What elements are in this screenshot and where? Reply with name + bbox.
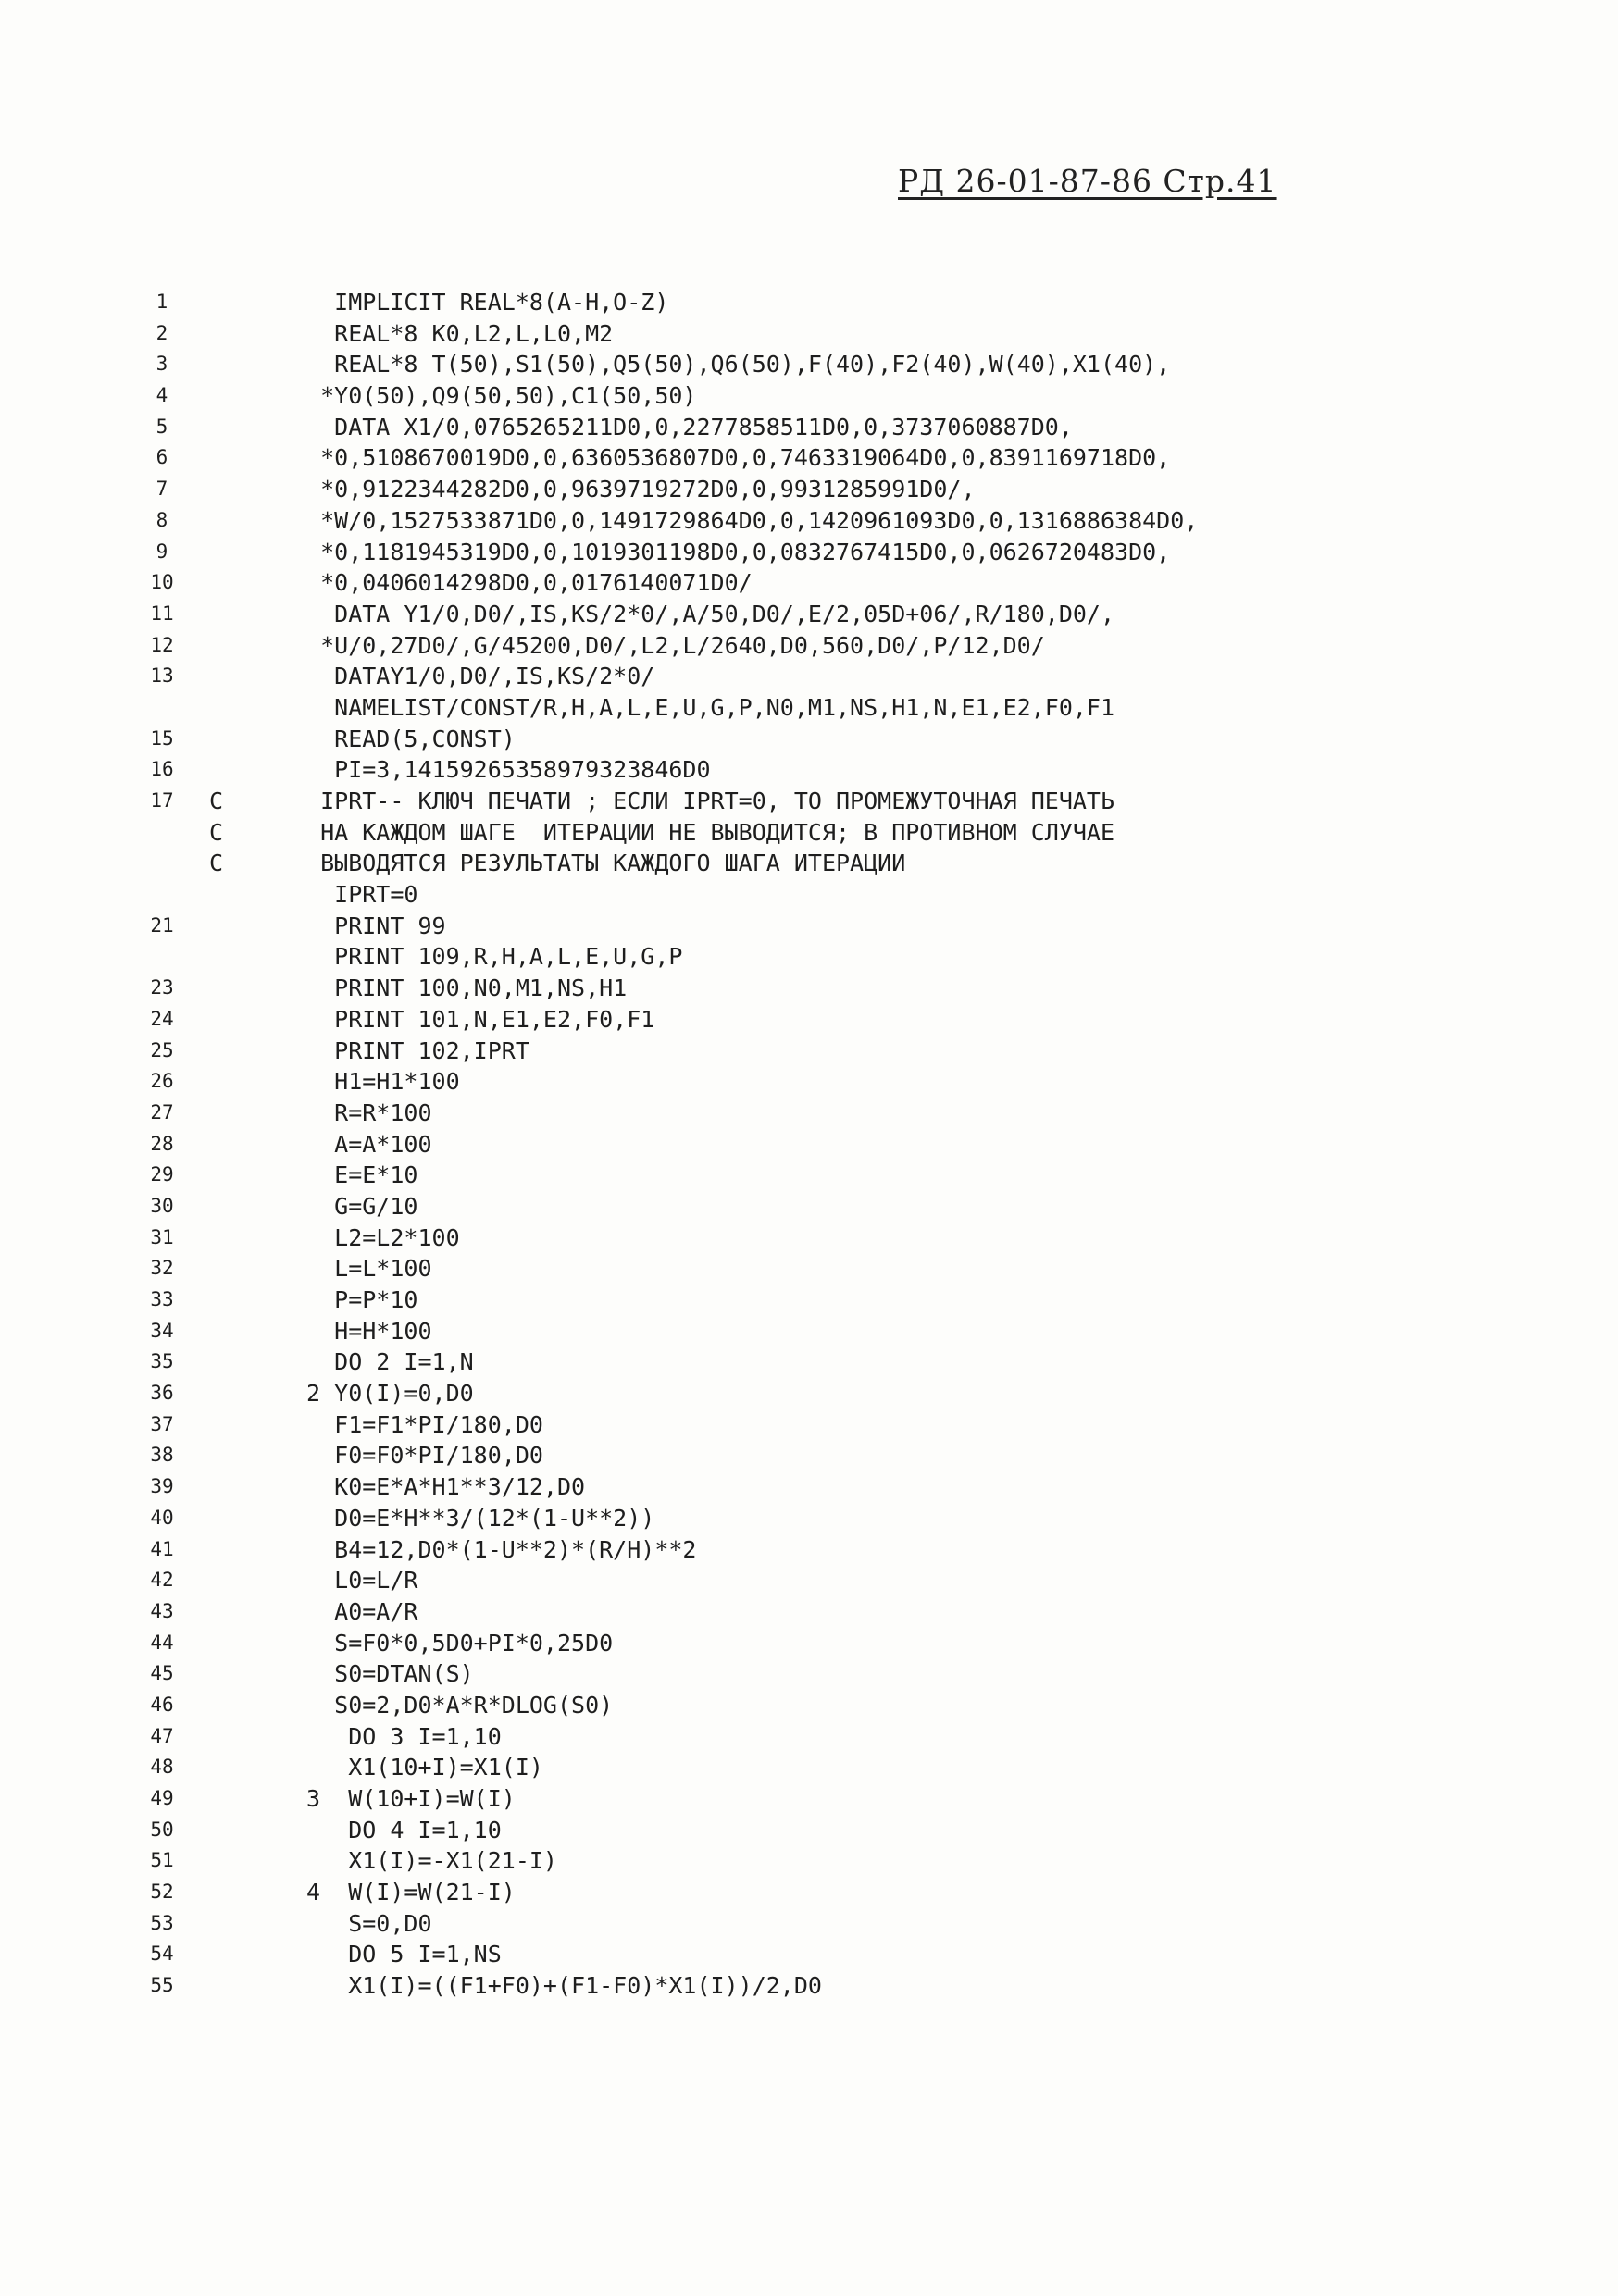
code-line xyxy=(0,1721,1618,1753)
line-number: 21 xyxy=(150,913,174,937)
code-line xyxy=(0,911,1618,942)
code-text: H=H*100 xyxy=(292,1317,432,1345)
line-number: 31 xyxy=(150,1225,174,1248)
line-number: 46 xyxy=(150,1693,174,1716)
code-line xyxy=(0,692,1618,724)
code-line xyxy=(0,1409,1618,1441)
code-line xyxy=(0,1222,1618,1254)
line-number: 36 xyxy=(150,1382,174,1405)
code-line xyxy=(0,1970,1618,2002)
line-number: 28 xyxy=(150,1132,174,1155)
code-line xyxy=(0,1471,1618,1503)
line-number: 12 xyxy=(150,633,174,656)
code-text: *0,5108670019D0,0,6360536807D0,0,7463319064D0,0,8391169718D0, xyxy=(292,444,1171,472)
code-line xyxy=(0,1877,1618,1908)
line-number: 53 xyxy=(150,1911,174,1934)
code-line xyxy=(0,287,1618,318)
code-line xyxy=(0,817,1618,849)
line-number: 13 xyxy=(150,664,174,688)
code-text: *0,0406014298D0,0,0176140071D0/ xyxy=(292,569,753,597)
line-number: 33 xyxy=(150,1288,174,1310)
code-line xyxy=(0,1378,1618,1409)
line-number: 5 xyxy=(156,415,168,438)
code-text: X1(10+I)=X1(I) xyxy=(292,1754,543,1781)
line-number: 37 xyxy=(150,1412,174,1435)
code-line xyxy=(0,474,1618,505)
code-line xyxy=(0,1316,1618,1347)
line-number: 52 xyxy=(150,1880,174,1904)
line-number: 47 xyxy=(150,1724,174,1747)
line-number: 43 xyxy=(150,1599,174,1622)
line-number: 30 xyxy=(150,1194,174,1217)
code-text: G=G/10 xyxy=(292,1192,418,1220)
code-line xyxy=(0,630,1618,662)
line-number: 1 xyxy=(156,291,168,313)
code-text: REAL*8 T(50),S1(50),Q5(50),Q6(50),F(40),F2(40),W(40),X1(40), xyxy=(292,351,1171,379)
code-text: REAL*8 K0,L2,L,L0,M2 xyxy=(292,319,614,347)
code-text: DO 3 I=1,10 xyxy=(292,1722,502,1750)
line-number: 10 xyxy=(150,571,174,594)
code-text: DO 2 I=1,N xyxy=(292,1348,474,1376)
code-text: DO 4 I=1,10 xyxy=(292,1816,502,1843)
code-text: PRINT 109,R,H,A,L,E,U,G,P xyxy=(292,943,683,971)
code-text: A0=A/R xyxy=(292,1597,418,1625)
code-text: DO 5 I=1,NS xyxy=(292,1941,502,1968)
code-line xyxy=(0,1690,1618,1721)
code-line xyxy=(0,661,1618,692)
code-line xyxy=(0,1440,1618,1471)
line-number: 34 xyxy=(150,1319,174,1342)
code-text: NAMELIST/CONST/R,H,A,L,E,U,G,P,N0,M1,NS,H1,N,E1,E2,F0,F1 xyxy=(292,693,1115,721)
code-line xyxy=(0,786,1618,817)
code-text: 2 Y0(I)=0,D0 xyxy=(292,1380,474,1408)
code-text: PI=3,14159265358979323846D0 xyxy=(292,756,711,784)
line-number: 16 xyxy=(150,758,174,781)
code-text: B4=12,D0*(1-U**2)*(R/H)**2 xyxy=(292,1535,697,1563)
code-line xyxy=(0,879,1618,911)
code-text: 4 W(I)=W(21-I) xyxy=(292,1879,516,1906)
line-number: 3 xyxy=(156,353,168,376)
code-text: S0=DTAN(S) xyxy=(292,1660,474,1688)
line-number: 55 xyxy=(150,1974,174,1997)
code-line xyxy=(0,412,1618,443)
code-text: DATA Y1/0,D0/,IS,KS/2*0/,A/50,D0/,E/2,05D+06/,R/180,D0/, xyxy=(292,600,1115,627)
code-line xyxy=(0,1160,1618,1191)
line-number: 48 xyxy=(150,1756,174,1779)
line-number: 50 xyxy=(150,1818,174,1841)
code-line xyxy=(0,1783,1618,1815)
comment-marker: C xyxy=(209,818,224,846)
line-number: 32 xyxy=(150,1257,174,1280)
code-line xyxy=(0,1285,1618,1316)
line-number: 4 xyxy=(156,384,168,407)
code-text: K0=E*A*H1**3/12,D0 xyxy=(292,1473,586,1501)
line-number: 35 xyxy=(150,1350,174,1373)
code-line xyxy=(0,1845,1618,1877)
code-line xyxy=(0,1752,1618,1783)
code-line xyxy=(0,442,1618,474)
code-text: D0=E*H**3/(12*(1-U**2)) xyxy=(292,1504,655,1532)
code-line xyxy=(0,848,1618,879)
line-number: 51 xyxy=(150,1849,174,1872)
line-number: 39 xyxy=(150,1475,174,1498)
code-line xyxy=(0,1253,1618,1285)
line-number: 15 xyxy=(150,726,174,750)
code-text: X1(I)=-X1(21-I) xyxy=(292,1847,557,1875)
code-line xyxy=(0,1347,1618,1378)
code-line xyxy=(0,567,1618,599)
line-number: 7 xyxy=(156,478,168,501)
code-line xyxy=(0,1908,1618,1940)
code-text: DATAY1/0,D0/,IS,KS/2*0/ xyxy=(292,663,655,690)
line-number: 23 xyxy=(150,976,174,999)
code-text: E=E*10 xyxy=(292,1161,418,1189)
code-line xyxy=(0,1939,1618,1970)
code-line xyxy=(0,349,1618,380)
line-number: 6 xyxy=(156,446,168,469)
line-number: 27 xyxy=(150,1100,174,1123)
line-number: 49 xyxy=(150,1787,174,1809)
code-text: F1=F1*PI/180,D0 xyxy=(292,1410,543,1438)
code-line xyxy=(0,537,1618,568)
code-line xyxy=(0,1815,1618,1846)
line-number: 17 xyxy=(150,789,174,812)
code-text: L0=L/R xyxy=(292,1567,418,1595)
line-number: 42 xyxy=(150,1569,174,1592)
code-line xyxy=(0,599,1618,630)
code-text: *Y0(50),Q9(50,50),C1(50,50) xyxy=(292,382,697,410)
code-text: IMPLICIT REAL*8(A-H,O-Z) xyxy=(292,289,669,316)
code-text: P=P*10 xyxy=(292,1286,418,1313)
line-number: 8 xyxy=(156,508,168,531)
code-text: S=F0*0,5D0+PI*0,25D0 xyxy=(292,1629,614,1657)
code-line xyxy=(0,1503,1618,1534)
code-text: R=R*100 xyxy=(292,1098,432,1126)
line-number: 2 xyxy=(156,321,168,344)
code-text: PRINT 100,N0,M1,NS,H1 xyxy=(292,974,628,1002)
code-text: PRINT 99 xyxy=(292,912,446,939)
code-line xyxy=(0,1036,1618,1067)
comment-marker: C xyxy=(209,850,224,877)
code-text: F0=F0*PI/180,D0 xyxy=(292,1442,543,1470)
code-line xyxy=(0,1191,1618,1222)
code-text: X1(I)=((F1+F0)+(F1-F0)*X1(I))/2,D0 xyxy=(292,1972,822,2000)
code-text: *W/0,1527533871D0,0,1491729864D0,0,1420961093D0,0,1316886384D0, xyxy=(292,506,1199,534)
code-line xyxy=(0,941,1618,973)
code-line xyxy=(0,1596,1618,1628)
code-line xyxy=(0,1628,1618,1659)
line-number: 44 xyxy=(150,1631,174,1654)
code-text: IPRT=0 xyxy=(292,881,418,909)
code-text: ВЫВОДЯТСЯ РЕЗУЛЬТАТЫ КАЖДОГО ШАГА ИТЕРАЦИИ xyxy=(292,850,906,877)
line-number: 9 xyxy=(156,540,168,563)
code-listing xyxy=(0,287,1618,2002)
code-text: A=A*100 xyxy=(292,1130,432,1158)
code-line xyxy=(0,1565,1618,1596)
code-text: L2=L2*100 xyxy=(292,1223,460,1251)
code-text: H1=H1*100 xyxy=(292,1068,460,1096)
code-text: *U/0,27D0/,G/45200,D0/,L2,L/2640,D0,560,D0/,P/12,D0/ xyxy=(292,631,1045,659)
code-line xyxy=(0,1129,1618,1160)
comment-marker: C xyxy=(209,788,224,814)
code-text: IPRT-- КЛЮЧ ПЕЧАТИ ; ЕСЛИ IPRT=0, ТО ПРОМЕЖУТОЧНАЯ ПЕЧАТЬ xyxy=(292,788,1115,814)
line-number: 29 xyxy=(150,1163,174,1186)
code-text: S=0,D0 xyxy=(292,1909,432,1937)
code-line xyxy=(0,973,1618,1004)
code-text: L=L*100 xyxy=(292,1255,432,1283)
line-number: 54 xyxy=(150,1942,174,1966)
code-text: *0,9122344282D0,0,9639719272D0,0,9931285991D0/, xyxy=(292,476,976,503)
code-text: DATA X1/0,0765265211D0,0,2277858511D0,0,3737060887D0, xyxy=(292,413,1073,441)
code-line xyxy=(0,505,1618,537)
code-text: S0=2,D0*A*R*DLOG(S0) xyxy=(292,1691,614,1719)
line-number: 41 xyxy=(150,1537,174,1560)
line-number: 24 xyxy=(150,1007,174,1030)
code-text: PRINT 101,N,E1,E2,F0,F1 xyxy=(292,1005,655,1033)
code-line xyxy=(0,724,1618,755)
page-header: РД 26-01-87-86 Стр.41 xyxy=(898,163,1277,199)
code-text: READ(5,CONST) xyxy=(292,725,516,752)
line-number: 11 xyxy=(150,602,174,625)
code-line xyxy=(0,1004,1618,1036)
code-text: *0,1181945319D0,0,1019301198D0,0,0832767415D0,0,0626720483D0, xyxy=(292,538,1171,565)
code-line xyxy=(0,1658,1618,1690)
code-line xyxy=(0,380,1618,412)
code-text: PRINT 102,IPRT xyxy=(292,1036,529,1064)
code-line xyxy=(0,1534,1618,1566)
line-number: 45 xyxy=(150,1662,174,1685)
code-text: 3 W(10+I)=W(I) xyxy=(292,1785,516,1812)
line-number: 26 xyxy=(150,1070,174,1093)
line-number: 38 xyxy=(150,1444,174,1467)
code-line xyxy=(0,1098,1618,1129)
code-line xyxy=(0,1066,1618,1098)
code-line xyxy=(0,318,1618,350)
line-number: 40 xyxy=(150,1506,174,1529)
code-text: НА КАЖДОМ ШАГЕ ИТЕРАЦИИ НЕ ВЫВОДИТСЯ; В ПРОТИВНОМ СЛУЧАЕ xyxy=(292,818,1115,846)
line-number: 25 xyxy=(150,1038,174,1061)
code-line xyxy=(0,754,1618,786)
